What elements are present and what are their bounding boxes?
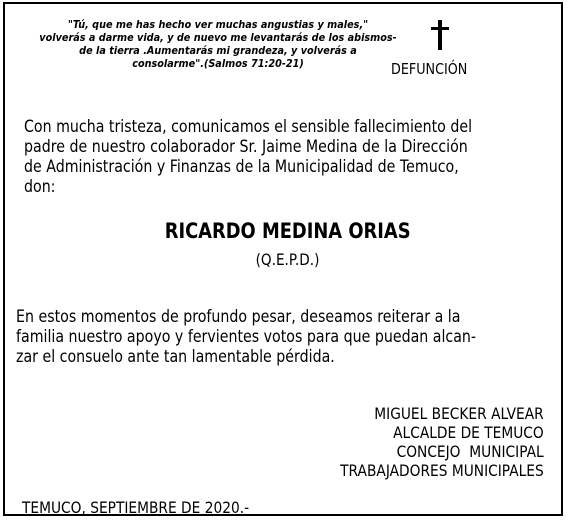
quote-line: volverás a darme vida, y de nuevo me levantarás de los abismos- [39,31,397,44]
signatory-line: TRABAJADORES MUNICIPALES [340,461,544,480]
deceased-name: RICARDO MEDINA ORIAS [165,219,411,243]
intro-paragraph [24,117,472,197]
quote-line: consolarme".(Salmos 71:20-21) [132,57,304,70]
intro-line: don: [24,177,56,196]
rip-text: (Q.E.P.D.) [256,250,320,269]
quote-line: "Tú, que me has hecho ver muchas angustias y males," [67,18,369,31]
heading-defuncion: DEFUNCIÓN [391,60,468,78]
condolence-line: En estos momentos de profundo pesar, deseamos reiterar a la [16,307,461,326]
obituary-notice [3,2,563,516]
cross-icon [429,18,451,52]
signatory-line: MIGUEL BECKER ALVEAR [374,404,544,423]
intro-line: de Administración y Finanzas de la Municipalidad de Temuco, [24,157,459,176]
bible-quote [38,18,399,70]
deceased-name-row [5,219,570,243]
rip-row [5,250,570,269]
place-date: TEMUCO, SEPTIEMBRE DE 2020.- [22,498,250,517]
condolence-paragraph [16,307,476,367]
condolence-line: zar el consuelo ante tan lamentable pérdida. [16,347,335,366]
signatory-line: ALCALDE DE TEMUCO [393,423,544,442]
intro-line: Con mucha tristeza, comunicamos el sensible fallecimiento del [24,117,473,136]
quote-line: de la tierra .Aumentarás mi grandeza, y volverás a [79,44,357,57]
intro-line: padre de nuestro colaborador Sr. Jaime Medina de la Dirección [24,137,468,156]
signatory-line: CONCEJO MUNICIPAL [396,442,544,461]
condolence-line: familia nuestro apoyo y fervientes votos para que puedan alcan- [16,327,477,346]
signatories [340,404,544,480]
